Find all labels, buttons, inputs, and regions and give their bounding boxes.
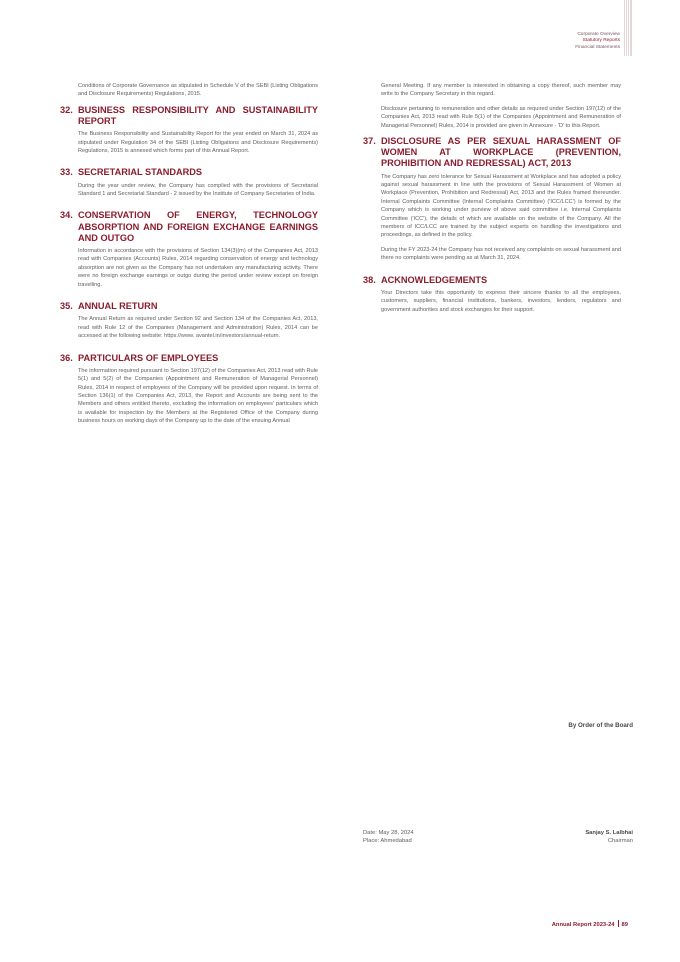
nav-statutory-reports[interactable]: Statutory Reports xyxy=(582,38,620,44)
section-heading xyxy=(60,301,318,312)
section-body: Your Directors take this opportunity to express their sincere thanks to all the employees, customers, suppliers, financial institutions, bankers, investors, lenders, regulators and government authorities and stock exchanges for their support. xyxy=(381,289,621,313)
section-34 xyxy=(60,210,318,289)
section-title: DISCLOSURE AS PER SEXUAL HARASSMENT OF WOMEN AT WORKPLACE (PREVENTION, PROHIBITION AND REDRESSAL) ACT, 2013 xyxy=(381,136,621,169)
section-title: ACKNOWLEDGEMENTS xyxy=(381,274,488,285)
section-title: ANNUAL RETURN xyxy=(78,301,158,312)
section-body: The Annual Return as required under Section 92 and Section 134 of the Companies Act, 2013, read with Rule 12 of the Companies (Management and Administration) Rules, 2014 can be accessed at the following website: https://www. avantel.in/investors/annual-return. xyxy=(78,316,318,340)
section-number: 33. xyxy=(60,167,73,178)
section-32 xyxy=(60,105,318,156)
section-body: During the FY 2023-24 the Company has not received any complaints on sexual harassment and there no complaints were pending as at March 31, 2024. xyxy=(381,246,621,262)
section-number: 32. xyxy=(60,104,73,115)
left-column xyxy=(60,82,318,438)
continued-paragraph: Conditions of Corporate Governance as stipulated in Schedule V of the SEBI (Listing Obligations and Disclosure Requirements) Regulations, 2015. xyxy=(78,83,318,98)
section-heading xyxy=(60,167,318,178)
section-number: 35. xyxy=(60,301,73,312)
section-number: 36. xyxy=(60,352,73,363)
section-body: The Company has zero tolerance for Sexual Harassment at Workplace and has adopted a policy against sexual harassment in line with the provisions of Sexual Harassment of Women at Workplace (Prevention, Prohibition and Redressal) Act, 2013 and the Rules framed thereunder. Internal Complaints Committee (Internal Complaints Committee) ('ICC/LCC') is formed by the Company which is working under purview of above said committee i.e. Internal Complaints Committee ('ICC'), the details of which are available on the website of the Company. All the members of ICC/LCC are trained by the subject experts on handling the investigations and proceedings, as defined in the policy. xyxy=(381,173,621,239)
section-35 xyxy=(60,301,318,340)
section-38 xyxy=(363,275,621,314)
section-title: BUSINESS RESPONSIBILITY AND SUSTAINABILITY REPORT xyxy=(78,104,318,127)
section-heading xyxy=(60,105,318,127)
section-body: The information required pursuant to Section 197(12) of the Companies Act, 2013 read with Rule 5(1) and 5(2) of the Companies (Appointment and Remuneration of Managerial Personnel) Rules, 2014 in respect of employees of the Company will be provided upon request. In terms of Section 136(1) of the Companies Act, 2013, the Report and Accounts are being sent to the Members and others entitled thereto, excluding the information on employees' particulars which is available for inspection by the Members at the Registered Office of the Company during business hours on working days of the Company up to the date of the ensuing Annual xyxy=(78,367,318,425)
section-body: During the year under review, the Company has complied with the provisions of Secretarial Standard 1 and Secretarial Standard - 2 issued by the Institute of Company Secretaries of India. xyxy=(78,182,318,198)
section-number: 38. xyxy=(363,274,376,285)
signatory-name: Sanjay S. Lalbhai xyxy=(585,830,633,836)
section-37 xyxy=(363,136,621,263)
section-heading xyxy=(363,275,621,286)
section-body: Information in accordance with the provisions of Section 134(3)(m) of the Companies Act, 2013 read with Companies (Accounts) Rules, 2014 regarding conservation of energy and technology absorption are not given as the Company has not undertaken any manufacturing activity. There were no foreign exchange earnings or outgo during the period under review except on foreign travelling. xyxy=(78,248,318,288)
section-heading xyxy=(60,210,318,244)
section-33 xyxy=(60,167,318,198)
continued-paragraph: General Meeting. If any member is interested in obtaining a copy thereof, such member may write to the Company Secretary in this regard. xyxy=(381,83,621,98)
section-number: 37. xyxy=(363,136,376,147)
by-order-of-board: By Order of the Board xyxy=(568,722,633,729)
section-body: The Business Responsibility and Sustainability Report for the year ended on March 31, 2024 as stipulated under Regulation 34 of the SEBI (Listing Obligations and Disclosure Requirements) Regulations, 2015 is annexed which forms part of this Annual Report. xyxy=(78,131,318,155)
report-title: Annual Report 2023-24 xyxy=(551,922,615,928)
signatory-title: Chairman xyxy=(607,838,633,845)
nav-financial-statements[interactable]: Financial Statements xyxy=(575,44,620,50)
date-place xyxy=(363,829,414,846)
section-title: SECRETARIAL STANDARDS xyxy=(78,167,203,178)
signatory xyxy=(585,829,633,846)
page-number: 89 xyxy=(621,922,628,928)
section-navigation xyxy=(575,32,620,51)
page-footer xyxy=(552,920,628,928)
section-36 xyxy=(60,353,318,426)
section-title: CONSERVATION OF ENERGY, TECHNOLOGY ABSORPTION AND FOREIGN EXCHANGE EARNINGS AND OUTGO xyxy=(78,210,318,243)
right-column xyxy=(363,82,621,326)
section-heading xyxy=(60,353,318,364)
continued-paragraph: Disclosure pertaining to remuneration and other details as required under Section 197(12) of the Companies Act, 2013 read with Rule 5(1) of the Companies (Appointment and Remuneration of Managerial Personnel) Rules, 2014 is provided are given in Annexure - 'D' to this Report. xyxy=(381,105,621,129)
footer-divider xyxy=(618,920,619,927)
section-title: PARTICULARS OF EMPLOYEES xyxy=(78,352,219,363)
nav-corporate-overview[interactable]: Corporate Overview xyxy=(577,32,620,37)
date-text: Date: May 28, 2024 xyxy=(363,830,414,836)
header-decoration xyxy=(624,0,632,56)
section-number: 34. xyxy=(60,210,73,221)
section-heading xyxy=(363,136,621,170)
place-text: Place: Ahmedabad xyxy=(363,838,412,845)
